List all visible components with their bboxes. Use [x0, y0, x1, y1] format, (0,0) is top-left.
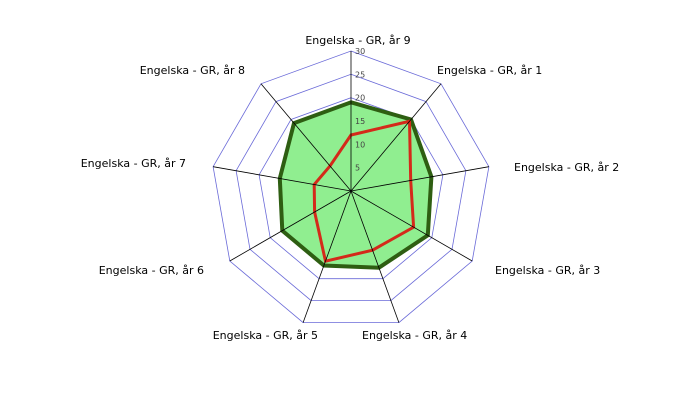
tick-label: 10	[355, 140, 366, 150]
category-label: Engelska - GR, år 3	[495, 264, 601, 277]
category-label: Engelska - GR, år 6	[98, 264, 204, 277]
tick-label: 30	[355, 47, 366, 56]
category-label: Engelska - GR, år 2	[514, 161, 620, 174]
category-label: Engelska - GR, år 7	[80, 157, 186, 170]
tick-label: 5	[355, 163, 361, 173]
category-label: Engelska - GR, år 8	[139, 64, 245, 77]
category-label: Engelska - GR, år 5	[212, 329, 318, 342]
tick-label: 25	[355, 70, 366, 80]
category-label: Engelska - GR, år 1	[437, 64, 543, 77]
category-label: Engelska - GR, år 4	[362, 329, 468, 342]
tick-label: 20	[355, 93, 366, 103]
tick-label: 15	[355, 117, 366, 126]
category-label: Engelska - GR, år 9	[305, 34, 411, 47]
